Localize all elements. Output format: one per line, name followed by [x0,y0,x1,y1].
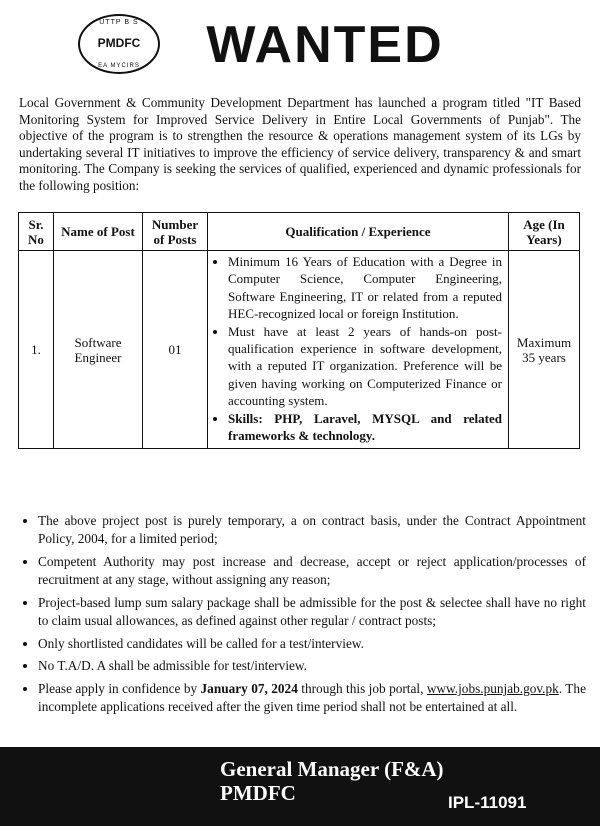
header-age: Age (In Years) [509,213,580,251]
terms-item: • No T.A/D. A shall be admissible for test/interview. [38,657,586,675]
qualification-item: • Minimum 16 Years of Education with a Degree in Computer Science, Computer Engineering, Software Engineering, IT or related from a reputed HEC-recognized local or foreign Institution. [228,253,502,323]
ipl-number: IPL-11091 [448,793,527,812]
qualification-item-skills: • Skills: PHP, Laravel, MYSQL and related frameworks & technology. [228,410,502,445]
header-sr-no: Sr. No [19,213,54,251]
apply-suffix: . The incomplete applications received after the given time period shall not be entertained at all. [38,681,586,715]
job-portal-link[interactable]: www.jobs.punjab.gov.pk [426,681,559,697]
terms-list [18,512,586,721]
cell-post-name: Software Engineer [54,251,143,449]
apply-prefix: Please apply in confidence by [38,681,201,697]
signatory-title: General Manager (F&A) [220,757,444,781]
apply-deadline: January 07, 2024 [200,681,298,697]
logo-arc-top: UTTP B S [99,19,139,26]
terms-item: • The above project post is purely temporary, a on contract basis, under the Contract Appointment Policy, 2004, for a limited period; [38,512,586,548]
cell-sr-no: 1. [19,251,54,449]
terms-item: • Project-based lump sum salary package shall be admissible for the post & selectee shall have no right to claim usual allowances, as defined against other regular / contract posts; [38,594,586,630]
page-title: WANTED [206,16,444,74]
terms-item: • Only shortlisted candidates will be called for a test/interview. [38,635,586,653]
footer-banner [0,747,600,826]
apply-instructions [38,680,586,716]
pmdfc-logo [78,14,160,74]
cell-age: Maximum 35 years [509,251,580,449]
header-name-of-post: Name of Post [54,213,143,251]
signatory-org: PMDFC [220,781,296,805]
qualification-list [212,253,502,444]
intro-paragraph: Local Government & Community Development Department has launched a program titled "IT Based Monitoring System for Improved Service Delivery in Entire Local Governments of Punjab". The objective of the program is to strengthen the resource & operations management system of its LGs by undertaking several IT initiatives to improve the efficiency of service delivery, transparency & and smart monitoring. The Company is seeking the services of qualified, experienced and dynamic professionals for the following position: [19,95,581,193]
header-number-of-posts: Number of Posts [143,213,208,251]
header-qualification: Qualification / Experience [208,213,509,251]
cell-qualification [208,251,509,449]
positions-table [18,212,580,449]
logo-text: PMDFC [97,36,141,50]
logo-arc-bottom: EA MYCIRS [98,63,140,69]
table-header-row [19,213,580,251]
table-row [19,251,580,449]
apply-middle: through this job portal, [297,681,427,697]
qualification-item: • Must have at least 2 years of hands-on post-qualification experience in software development, with a reputed IT organization. Preference will be given having working on Computerized Finance or accounting system. [228,323,502,410]
cell-number-of-posts: 01 [143,251,208,449]
terms-item: • Competent Authority may post increase and decrease, accept or reject application/processes of recruitment at any stage, without assigning any reason; [38,553,586,589]
